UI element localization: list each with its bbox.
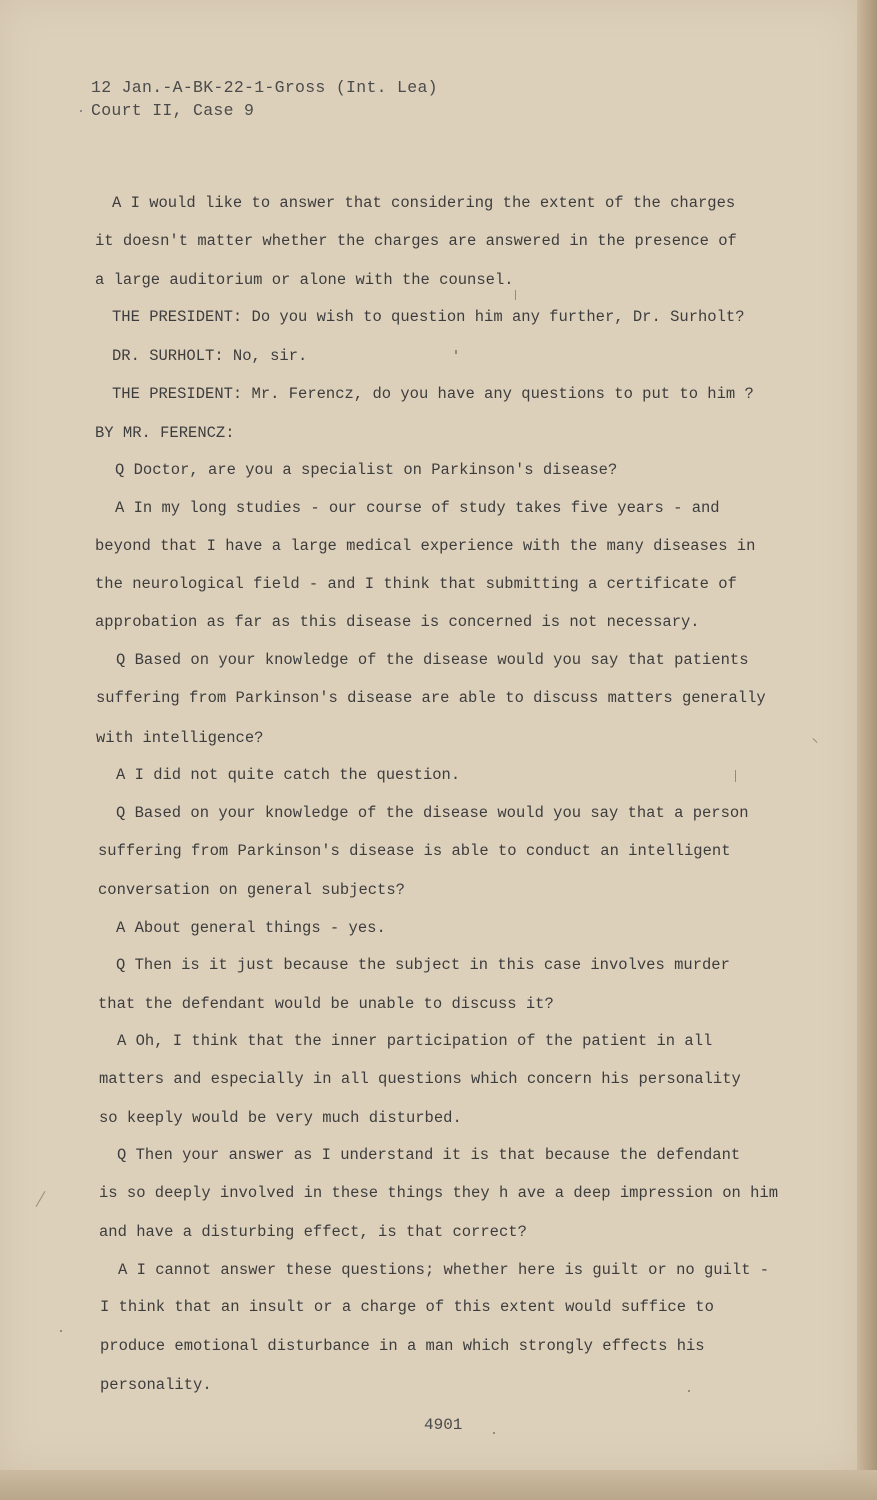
page-number: 4901 (424, 1416, 463, 1434)
transcript-line: Q Then is it just because the subject in this case involves murder (116, 956, 730, 974)
transcript-line: THE PRESIDENT: Do you wish to question him any further, Dr. Surholt? (112, 308, 745, 326)
paper-speck (36, 1191, 46, 1207)
paper-speck (60, 1330, 62, 1332)
transcript-line: Q Based on your knowledge of the disease would you say that patients (116, 651, 749, 669)
transcript-line: DR. SURHOLT: No, sir. (112, 347, 308, 365)
paper-edge-right (857, 0, 877, 1500)
transcript-line: A I would like to answer that considering the extent of the charges (112, 194, 736, 212)
transcript-line: produce emotional disturbance in a man which strongly effects his (100, 1337, 705, 1355)
transcript-line: so keeply would be very much disturbed. (99, 1109, 462, 1127)
transcript-line: BY MR. FERENCZ: (95, 424, 235, 442)
transcript-line: a large auditorium or alone with the counsel. (95, 271, 514, 289)
transcript-line: A Oh, I think that the inner participation of the patient in all (117, 1032, 713, 1050)
paper-speck (735, 770, 736, 782)
margin-mark (80, 110, 82, 112)
header-case-reference: 12 Jan.-A-BK-22-1-Gross (Int. Lea) (91, 78, 438, 97)
transcript-line: the neurological field - and I think that submitting a certificate of (95, 575, 737, 593)
transcript-line: is so deeply involved in these things they h ave a deep impression on him (99, 1184, 779, 1202)
transcript-line: Q Doctor, are you a specialist on Parkinson's disease? (115, 461, 618, 479)
transcript-line: personality. (100, 1376, 212, 1394)
transcript-line: A I cannot answer these questions; whether here is guilt or no guilt - (118, 1261, 770, 1279)
transcript-line: THE PRESIDENT: Mr. Ferencz, do you have any questions to put to him ? (112, 385, 754, 403)
transcript-line: that the defendant would be unable to discuss it? (98, 995, 554, 1013)
paper-speck (455, 350, 457, 354)
header-court: Court II, Case 9 (91, 101, 255, 120)
transcript-line: A I did not quite catch the question. (116, 766, 461, 784)
transcript-line: suffering from Parkinson's disease is able to conduct an intelligent (98, 842, 731, 860)
transcript-line: and have a disturbing effect, is that correct? (99, 1223, 527, 1241)
transcript-line: matters and especially in all questions which concern his personality (99, 1070, 741, 1088)
transcript-line: suffering from Parkinson's disease are able to discuss matters generally (96, 689, 766, 707)
transcript-line: A In my long studies - our course of study takes five years - and (115, 499, 720, 517)
paper-edge-bottom (0, 1470, 877, 1500)
transcript-line: approbation as far as this disease is concerned is not necessary. (95, 613, 700, 631)
transcript-line: conversation on general subjects? (98, 881, 405, 899)
transcript-line: I think that an insult or a charge of this extent would suffice to (100, 1298, 714, 1316)
transcript-line: beyond that I have a large medical experience with the many diseases in (95, 537, 756, 555)
transcript-line: with intelligence? (96, 729, 264, 747)
paper-speck (813, 738, 818, 743)
transcript-line: it doesn't matter whether the charges are answered in the presence of (95, 232, 737, 250)
transcript-line: Q Then your answer as I understand it is that because the defendant (117, 1146, 741, 1164)
transcript-line: A About general things - yes. (116, 919, 386, 937)
paper-speck (493, 1432, 495, 1434)
paper-speck (515, 290, 516, 300)
paper-speck (688, 1390, 690, 1392)
transcript-line: Q Based on your knowledge of the disease would you say that a person (116, 804, 749, 822)
